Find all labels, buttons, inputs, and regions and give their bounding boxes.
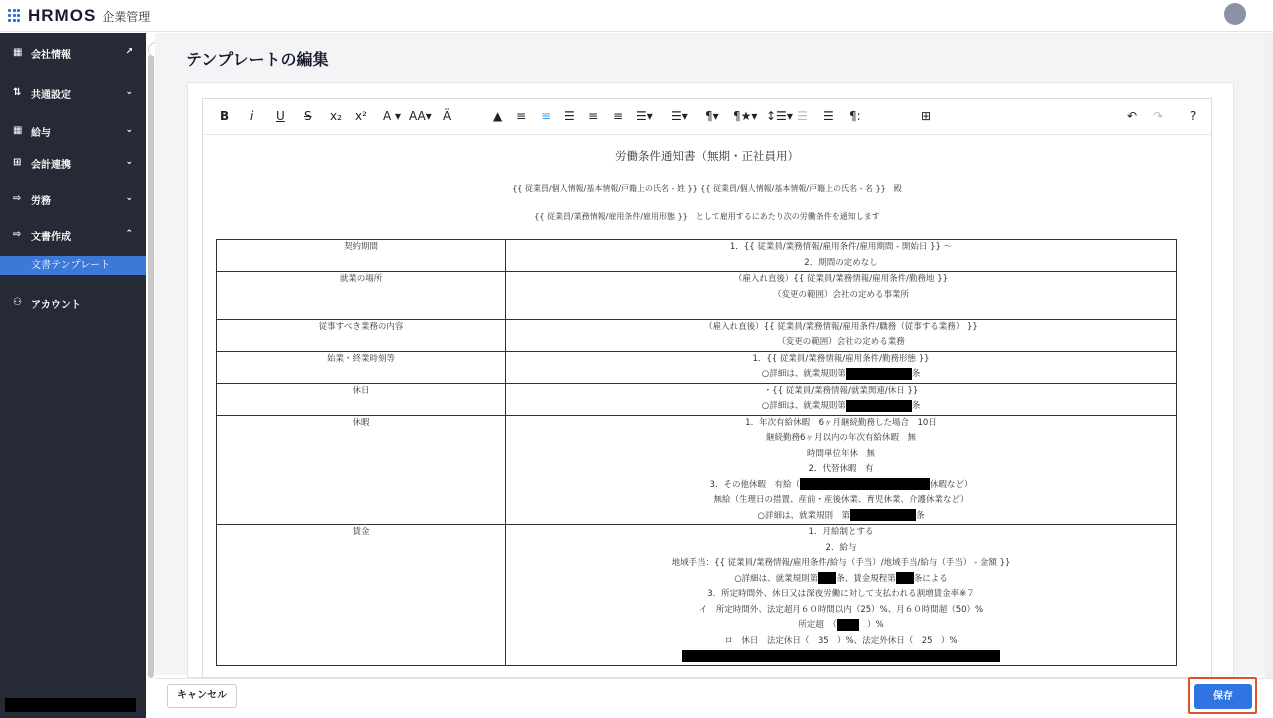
rich-text-editor[interactable] xyxy=(202,98,1212,678)
condition-line: 地域手当：{{ 従業員/業務情報/雇用条件/給与（手当）/地域手当/給与（手当） - 金額 }} xyxy=(671,558,1011,568)
chevron-down-icon: ⌄ xyxy=(125,87,133,97)
redacted-block xyxy=(682,650,1000,662)
cancel-button[interactable]: キャンセル xyxy=(167,684,237,708)
sidebar-item-label: 会社情報 xyxy=(31,49,71,61)
condition-line: 2．代替休暇 有 xyxy=(808,464,874,474)
table-row xyxy=(217,525,1177,666)
paragraph-format-icon[interactable]: ¶: xyxy=(849,109,861,123)
sidebar-item-label: 共通設定 xyxy=(31,89,71,101)
condition-line: （雇入れ直後）{{ 従業員/業務情報/雇用条件/勤務地 }} xyxy=(733,274,949,284)
condition-line: 2．期間の定めなし xyxy=(804,257,878,268)
sidebar-item-2[interactable] xyxy=(0,116,146,146)
bold-button[interactable]: B xyxy=(220,109,230,123)
employee-name-line: {{ 従業員/個人情報/基本情報/戸籍上の氏名 - 姓 }} {{ 従業員/個人情報/基本情報/戸籍上の氏名 - 名 }} 殿 xyxy=(512,184,902,193)
chevron-down-icon: ⌄ xyxy=(125,193,133,203)
condition-value xyxy=(506,383,1177,415)
sidebar-subitem-document-template[interactable]: 文書テンプレート xyxy=(0,256,146,275)
user-avatar[interactable] xyxy=(1224,3,1246,25)
page-scrollbar[interactable] xyxy=(1265,33,1273,678)
top-bar xyxy=(0,0,1273,32)
condition-line: 3．その他休暇 有給（ 休暇など） xyxy=(709,479,973,490)
ordered-list-icon[interactable]: ☰ xyxy=(564,109,575,123)
table-icon: ⊞ xyxy=(13,157,22,168)
chevron-down-icon: ⌄ xyxy=(125,125,133,135)
condition-line: ロ 休日 法定休日（ 35 ）%、法定外休日（ 25 ）% xyxy=(724,635,958,646)
align-center-icon[interactable]: ≡ xyxy=(541,109,552,123)
condition-value xyxy=(506,415,1177,525)
app-logo[interactable] xyxy=(8,6,150,26)
condition-line xyxy=(506,303,1176,319)
users-icon: ⚇ xyxy=(13,297,22,308)
brand-subtitle: 企業管理 xyxy=(102,9,151,24)
condition-line: 1．年次有給休暇 6ヶ月継続勤務した場合 10日 xyxy=(745,417,937,428)
condition-line: 3．所定時間外、休日又は深夜労働に対して支払われる割増賃金率※７ xyxy=(707,589,975,599)
condition-label: 就業の場所 xyxy=(217,272,506,320)
sidebar-item-1[interactable] xyxy=(0,78,146,108)
sidebar-item-0[interactable] xyxy=(0,38,146,68)
strikethrough-button[interactable]: S xyxy=(304,109,312,123)
condition-line: ○詳細は、就業規則第 条 xyxy=(761,401,921,411)
redo-icon[interactable]: ↷ xyxy=(1153,109,1164,123)
condition-label: 賃金 xyxy=(217,525,506,666)
footer-bar xyxy=(155,678,1273,718)
table-row xyxy=(217,272,1177,320)
sidebar-item-label: 会計連携 xyxy=(31,159,71,171)
condition-line: 無給（生理日の措置、産前・産後休業、育児休業、介護休業など） xyxy=(713,495,969,505)
justify-icon[interactable]: ≡ xyxy=(613,109,624,123)
sidebar-scrollbar[interactable] xyxy=(148,55,154,678)
app-grid-icon xyxy=(8,9,22,23)
condition-label: 休日 xyxy=(217,383,506,415)
help-icon[interactable]: ? xyxy=(1190,109,1197,123)
settings-sliders-icon: ⇅ xyxy=(13,87,22,98)
paint-icon[interactable]: ▲ xyxy=(493,109,503,123)
document-body[interactable] xyxy=(203,136,1211,678)
brand-name: HRMOS xyxy=(28,6,97,25)
condition-line: ○詳細は、就業規則 第 条 xyxy=(757,510,925,521)
redacted-block xyxy=(850,509,916,521)
numbered-list-icon[interactable]: ☰▾ xyxy=(636,109,653,123)
sidebar-item-label: 給与 xyxy=(31,127,51,139)
sidebar-item-label: 文書作成 xyxy=(31,231,71,243)
condition-line: （変更の範囲）会社の定める事業所 xyxy=(772,289,909,300)
condition-line: 1．月給制とする xyxy=(808,527,874,537)
save-button[interactable]: 保存 xyxy=(1194,684,1252,709)
condition-line: ○詳細は、就業規則第 条 xyxy=(761,369,921,379)
sidebar-item-label: 労務 xyxy=(31,195,51,207)
employment-type-line: {{ 従業員/業務情報/雇用条件/雇用形態 }} として雇用するにあたり次の労働条件を通知します xyxy=(534,212,880,221)
condition-line: イ 所定時間外、法定超月６０時間以内（25）%、月６０時間超（50）% xyxy=(698,604,984,615)
table-row xyxy=(217,240,1177,272)
sidebar xyxy=(0,33,146,718)
superscript-button[interactable]: x² xyxy=(355,109,367,123)
condition-label: 休暇 xyxy=(217,415,506,525)
condition-label: 契約期間 xyxy=(217,240,506,272)
table-icon[interactable]: ⊞ xyxy=(921,109,932,123)
sidebar-item-6[interactable] xyxy=(0,288,146,318)
calculator-icon: ▦ xyxy=(13,125,23,136)
sidebar-item-4[interactable] xyxy=(0,184,146,214)
line-height-icon[interactable]: ↕☰▾ xyxy=(766,109,793,123)
sidebar-item-3[interactable] xyxy=(0,148,146,178)
redacted-block xyxy=(800,478,930,490)
chevron-down-icon: ⌄ xyxy=(125,157,133,167)
subscript-button[interactable]: x₂ xyxy=(330,109,342,123)
document-arrow-icon: ⇨ xyxy=(13,229,22,240)
condition-line: （雇入れ直後）{{ 従業員/業務情報/雇用条件/職務（従事する業務） }} xyxy=(704,321,978,332)
paragraph-icon[interactable]: ¶▾ xyxy=(705,109,719,123)
condition-value xyxy=(506,272,1177,320)
table-row xyxy=(217,351,1177,383)
editor-toolbar xyxy=(203,99,1211,135)
chevron-up-icon: ⌃ xyxy=(125,229,133,239)
align-left-icon[interactable]: ≡ xyxy=(516,109,527,123)
external-link-icon: ↗ xyxy=(125,47,133,57)
align-right-icon[interactable]: ≡ xyxy=(588,109,599,123)
page-title: テンプレートの編集 xyxy=(186,50,329,69)
conditions-table xyxy=(216,239,1177,666)
condition-label: 始業・終業時刻等 xyxy=(217,351,506,383)
redacted-block xyxy=(837,619,859,631)
condition-line: 1．{{ 従業員/業務情報/雇用条件/雇用期間 - 開始日 }} ～ xyxy=(729,242,953,252)
redacted-block xyxy=(846,400,912,412)
condition-label: 従事すべき業務の内容 xyxy=(217,319,506,351)
table-row xyxy=(217,415,1177,525)
outdent-icon[interactable]: ☰ xyxy=(797,109,808,123)
document-title: 労働条件通知書（無期・正社員用） xyxy=(615,149,799,163)
italic-button[interactable]: i xyxy=(250,109,254,123)
font-size-button[interactable]: AA▾ xyxy=(409,109,432,123)
condition-line: 1．{{ 従業員/業務情報/雇用条件/勤務形態 }} xyxy=(752,353,930,364)
paragraph-style-icon[interactable]: ¶★▾ xyxy=(733,109,758,123)
clear-format-button[interactable]: Ä xyxy=(443,109,452,123)
sidebar-item-5[interactable] xyxy=(0,220,146,250)
table-row xyxy=(217,319,1177,351)
condition-value xyxy=(506,525,1177,666)
redacted-block xyxy=(5,698,136,712)
underline-button[interactable]: U xyxy=(276,109,285,123)
condition-line: 継続勤務6ヶ月以内の年次有給休暇 無 xyxy=(766,433,916,443)
condition-value xyxy=(506,240,1177,272)
redacted-block xyxy=(896,572,914,584)
table-row xyxy=(217,383,1177,415)
building-icon: ▦ xyxy=(13,47,23,58)
document-arrow-icon: ⇨ xyxy=(13,193,22,204)
condition-value xyxy=(506,351,1177,383)
condition-value xyxy=(506,319,1177,351)
condition-line: ○詳細は、就業規則第 条、賃金規程第 条による xyxy=(734,573,948,584)
redacted-block xyxy=(846,368,912,380)
condition-line: 所定超 （ ）% xyxy=(798,620,884,630)
condition-line: ・{{ 従業員/業務情報/就業関連/休日 }} xyxy=(763,385,919,396)
condition-line: （変更の範囲）会社の定める業務 xyxy=(777,337,905,347)
condition-line: 時間単位年休 無 xyxy=(806,448,875,459)
font-color-button[interactable]: A ▾ xyxy=(383,109,402,123)
condition-line xyxy=(506,649,1176,665)
condition-line: 2．給与 xyxy=(825,542,857,553)
redacted-block xyxy=(818,572,836,584)
indent-icon[interactable]: ☰ xyxy=(823,109,834,123)
undo-icon[interactable]: ↶ xyxy=(1127,109,1138,123)
sidebar-item-label: アカウント xyxy=(31,299,81,311)
bullet-list-icon[interactable]: ☰▾ xyxy=(671,109,688,123)
